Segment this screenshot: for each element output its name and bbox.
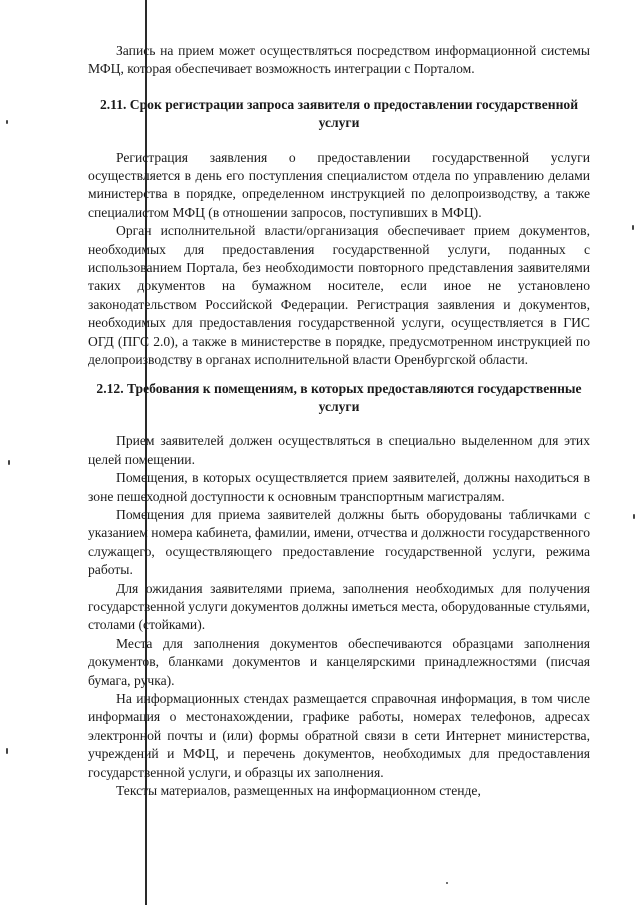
paragraph: Места для заполнения документов обеспечиваются образцами заполнения документов, бланками документов и канцелярскими принадлежностями (писчая бумага, ручка). xyxy=(88,635,590,688)
scan-speck xyxy=(6,120,8,124)
paragraph: На информационных стендах размещается справочная информация, в том числе информация о местонахождении, графике работы, номерах телефонов, адресах электронной почты и (или) формы обратной связи в сети Интернет министерства, учреждений и МФЦ, и перечень документов, необходимых для предоставления государственной услуги, и образцы их заполнения. xyxy=(88,691,590,780)
paragraph: Орган исполнительной власти/организация обеспечивает прием документов, необходимых для предоставления государственной услуги, поданных с использованием Портала, без необходимости повторного представления заявителями таких документов на бумажном носителе, если иное не установлено законодательством Российской Федерации. Регистрация заявления и документов, необходимых для предоставления государственной услуги, осуществляется в ГИС ОГД (ПГС 2.0), а также в министерстве в порядке, предусмотренном инструкцией по делопроизводству в органах исполнительной власти Оренбургской области. xyxy=(88,223,590,368)
section-heading-2-12: 2.12. Требования к помещениям, в которых предоставляются государственные услуги xyxy=(96,380,582,414)
scan-speck xyxy=(6,748,8,754)
scan-speck xyxy=(8,460,10,465)
scan-speck xyxy=(632,225,634,230)
paragraph: Помещения, в которых осуществляется прием заявителей, должны находиться в зоне пешеходной доступности к основным транспортным магистралям. xyxy=(88,470,590,504)
scan-speck xyxy=(446,882,448,884)
section-heading-2-11: 2.11. Срок регистрации запроса заявителя о предоставлении государственной услуги xyxy=(99,96,579,131)
paragraph: Регистрация заявления о предоставлении государственной услуги осуществляется в день его поступления специалистом отдела по управлению делами министерства в порядке, определенном инструкцией по делопроизводству, а также специалистом МФЦ (в отношении запросов, поступивших в МФЦ). xyxy=(88,149,590,220)
scan-speck xyxy=(633,514,635,519)
paragraph: Тексты материалов, размещенных на информационном стенде, xyxy=(116,783,481,799)
paragraph: Для ожидания заявителями приема, заполнения необходимых для получения государственной услуги документов должны иметься места, оборудованные стульями, столами (стойками). xyxy=(88,580,590,633)
paragraph: Прием заявителей должен осуществляться в специально выделенном для этих целей помещении. xyxy=(88,433,590,467)
paragraph: Помещения для приема заявителей должны быть оборудованы табличками с указанием номера кабинета, фамилии, имени, отчества и должности государственного служащего, осуществляющего предоставление государственной услуги, режима работы. xyxy=(88,506,590,578)
intro-paragraph: Запись на прием может осуществляться посредством информационной системы МФЦ, которая обеспечивает возможность интеграции с Порталом. xyxy=(88,43,590,77)
document-body xyxy=(88,42,590,800)
